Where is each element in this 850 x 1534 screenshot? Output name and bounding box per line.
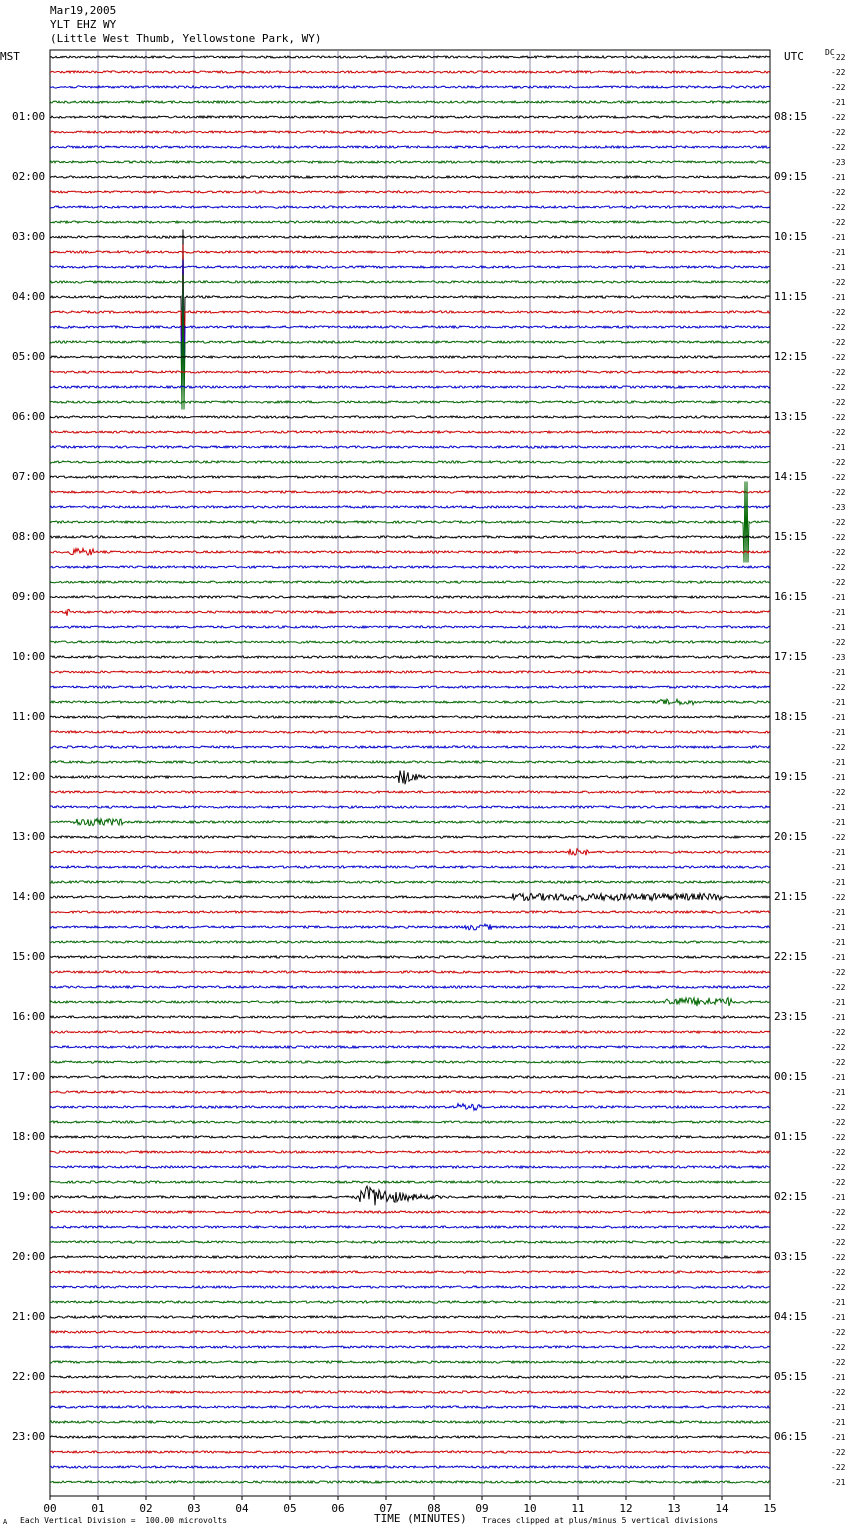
dc-offset-label: -21 bbox=[831, 1298, 846, 1307]
dc-offset-label: -22 bbox=[831, 1163, 846, 1172]
dc-offset-label: -22 bbox=[831, 1058, 846, 1067]
chart-date: Mar19,2005 bbox=[50, 4, 117, 17]
dc-offset-label: -21 bbox=[831, 98, 846, 107]
left-hour-label: 22:00 bbox=[12, 1370, 46, 1383]
corner-mark: A bbox=[3, 1518, 8, 1526]
right-hour-label: 17:15 bbox=[774, 650, 808, 663]
seismic-trace bbox=[50, 731, 770, 733]
seismic-trace bbox=[50, 1104, 770, 1111]
dc-offset-label: -22 bbox=[831, 128, 846, 137]
left-hour-label: 20:00 bbox=[12, 1250, 46, 1263]
seismic-trace bbox=[50, 176, 770, 178]
left-hour-label: 01:00 bbox=[12, 110, 46, 123]
dc-offset-label: -22 bbox=[831, 1253, 846, 1262]
dc-offset-label: -22 bbox=[831, 578, 846, 587]
seismic-trace bbox=[50, 101, 770, 103]
left-hour-label: 05:00 bbox=[12, 350, 46, 363]
left-hour-label: 02:00 bbox=[12, 170, 46, 183]
right-hour-label: 18:15 bbox=[774, 710, 808, 723]
seismic-trace bbox=[50, 245, 770, 380]
left-hour-label: 08:00 bbox=[12, 530, 46, 543]
seismic-trace bbox=[50, 431, 770, 433]
dc-offset-label: -22 bbox=[831, 563, 846, 572]
left-hour-label: 16:00 bbox=[12, 1010, 46, 1023]
dc-offset-label: -21 bbox=[831, 998, 846, 1007]
dc-offset-label: -21 bbox=[831, 173, 846, 182]
seismic-trace bbox=[50, 1361, 770, 1363]
seismic-trace bbox=[50, 401, 770, 403]
dc-offset-label: -22 bbox=[831, 983, 846, 992]
seismic-trace bbox=[50, 1436, 770, 1438]
seismic-trace bbox=[50, 911, 770, 913]
seismic-trace bbox=[50, 998, 770, 1007]
seismic-trace bbox=[50, 1346, 770, 1348]
dc-offset-label: -21 bbox=[831, 293, 846, 302]
seismic-trace bbox=[50, 1481, 770, 1483]
dc-offset-label: -22 bbox=[831, 1208, 846, 1217]
right-hour-label: 10:15 bbox=[774, 230, 808, 243]
seismic-trace bbox=[50, 371, 770, 373]
dc-offset-label: -23 bbox=[831, 503, 846, 512]
seismic-trace bbox=[50, 746, 770, 748]
x-tick-label: 00 bbox=[43, 1502, 57, 1515]
dc-offset-label: -22 bbox=[831, 278, 846, 287]
seismic-trace bbox=[50, 131, 770, 133]
seismic-trace bbox=[50, 1406, 770, 1408]
left-hour-label: 14:00 bbox=[12, 890, 46, 903]
dc-offset-label: -21 bbox=[831, 608, 846, 617]
x-tick-label: 12 bbox=[619, 1502, 633, 1515]
seismic-trace bbox=[50, 1151, 770, 1153]
dc-offset-label: -22 bbox=[831, 1118, 846, 1127]
dc-offset-label: -21 bbox=[831, 923, 846, 932]
seismic-trace bbox=[50, 716, 770, 718]
dc-offset-label: -22 bbox=[831, 1268, 846, 1277]
x-tick-label: 11 bbox=[571, 1502, 585, 1515]
x-tick-label: 04 bbox=[235, 1502, 249, 1515]
right-hour-label: 14:15 bbox=[774, 470, 808, 483]
seismic-trace bbox=[50, 1186, 770, 1205]
right-hour-label: 05:15 bbox=[774, 1370, 808, 1383]
dc-offset-label: -22 bbox=[831, 308, 846, 317]
dc-offset-label: -22 bbox=[831, 743, 846, 752]
seismic-trace bbox=[50, 1391, 770, 1393]
x-tick-label: 10 bbox=[523, 1502, 537, 1515]
dc-offset-label: -22 bbox=[831, 788, 846, 797]
dc-offset-label: -21 bbox=[831, 1193, 846, 1202]
right-hour-label: 16:15 bbox=[774, 590, 808, 603]
dc-offset-label: -21 bbox=[831, 878, 846, 887]
dc-offset-label: -21 bbox=[831, 233, 846, 242]
right-timezone-label: UTC bbox=[784, 50, 804, 63]
seismic-trace bbox=[50, 1136, 770, 1138]
dc-offset-label: -22 bbox=[831, 428, 846, 437]
seismic-trace bbox=[50, 1076, 770, 1078]
left-hour-label: 17:00 bbox=[12, 1070, 46, 1083]
right-hour-label: 04:15 bbox=[774, 1310, 808, 1323]
seismic-trace bbox=[50, 191, 770, 193]
dc-offset-label: -22 bbox=[831, 1463, 846, 1472]
station-id: YLT EHZ WY bbox=[50, 18, 117, 31]
seismic-trace bbox=[50, 566, 770, 568]
left-hour-label: 07:00 bbox=[12, 470, 46, 483]
seismic-trace bbox=[50, 986, 770, 988]
dc-offset-label: -22 bbox=[831, 143, 846, 152]
dc-offset-label: -21 bbox=[831, 728, 846, 737]
seismic-trace bbox=[50, 1451, 770, 1453]
dc-offset-label: -22 bbox=[831, 218, 846, 227]
seismic-trace bbox=[50, 836, 770, 838]
right-hour-label: 22:15 bbox=[774, 950, 808, 963]
seismic-trace bbox=[50, 881, 770, 883]
seismic-trace bbox=[50, 1046, 770, 1048]
dc-offset-label: -21 bbox=[831, 713, 846, 722]
left-hour-label: 09:00 bbox=[12, 590, 46, 603]
seismic-trace bbox=[50, 281, 770, 283]
dc-offset-label: -22 bbox=[831, 1328, 846, 1337]
dc-offset-label: -21 bbox=[831, 803, 846, 812]
dc-offset-label: -21 bbox=[831, 1373, 846, 1382]
seismic-trace bbox=[50, 671, 770, 673]
dc-offset-label: -22 bbox=[831, 473, 846, 482]
x-tick-label: 14 bbox=[715, 1502, 729, 1515]
x-axis-label: TIME (MINUTES) bbox=[374, 1512, 467, 1525]
station-location: (Little West Thumb, Yellowstone Park, WY) bbox=[50, 32, 322, 45]
right-hour-label: 15:15 bbox=[774, 530, 808, 543]
seismic-trace bbox=[50, 476, 770, 478]
dc-offset-label: -22 bbox=[831, 833, 846, 842]
seismic-trace bbox=[50, 1256, 770, 1258]
seismic-trace bbox=[50, 236, 770, 238]
dc-offset-label: -22 bbox=[831, 113, 846, 122]
seismic-trace bbox=[50, 1016, 770, 1018]
seismic-trace bbox=[50, 116, 770, 118]
dc-offset-label: -21 bbox=[831, 758, 846, 767]
seismic-trace bbox=[50, 699, 770, 705]
seismic-trace bbox=[50, 686, 770, 688]
seismic-trace bbox=[50, 1121, 770, 1123]
dc-offset-label: -22 bbox=[831, 968, 846, 977]
seismic-trace bbox=[50, 791, 770, 793]
left-hour-label: 21:00 bbox=[12, 1310, 46, 1323]
left-hour-label: 04:00 bbox=[12, 290, 46, 303]
dc-offset-label: -22 bbox=[831, 1358, 846, 1367]
seismic-trace bbox=[50, 1091, 770, 1093]
left-hour-label: 10:00 bbox=[12, 650, 46, 663]
right-hour-label: 13:15 bbox=[774, 410, 808, 423]
seismic-trace bbox=[50, 446, 770, 448]
dc-offset-label: -22 bbox=[831, 323, 846, 332]
dc-offset-label: -21 bbox=[831, 1313, 846, 1322]
seismic-trace bbox=[50, 260, 770, 395]
dc-offset-label: -22 bbox=[831, 188, 846, 197]
dc-offset-label: -22 bbox=[831, 413, 846, 422]
dc-offset-label: -21 bbox=[831, 443, 846, 452]
seismic-trace bbox=[50, 1376, 770, 1378]
dc-offset-label: -21 bbox=[831, 773, 846, 782]
dc-offset-label: -22 bbox=[831, 383, 846, 392]
seismic-trace bbox=[50, 941, 770, 943]
dc-offset-label: -22 bbox=[831, 638, 846, 647]
seismic-trace bbox=[50, 1211, 770, 1213]
dc-offset-label: -22 bbox=[831, 1223, 846, 1232]
right-hour-label: 11:15 bbox=[774, 290, 808, 303]
scale-note: Each Vertical Division = 100.00 microvolts bbox=[20, 1516, 228, 1525]
seismic-trace bbox=[50, 596, 770, 598]
left-hour-label: 23:00 bbox=[12, 1430, 46, 1443]
left-hour-label: 19:00 bbox=[12, 1190, 46, 1203]
dc-offset-label: -23 bbox=[831, 158, 846, 167]
dc-offset-label: -22 bbox=[831, 1148, 846, 1157]
right-hour-label: 02:15 bbox=[774, 1190, 808, 1203]
dc-offset-label: -21 bbox=[831, 818, 846, 827]
dc-offset-label: -22 bbox=[831, 368, 846, 377]
seismic-trace bbox=[50, 266, 770, 268]
seismic-trace bbox=[50, 1301, 770, 1303]
seismic-trace bbox=[50, 71, 770, 73]
dc-offset-label: -21 bbox=[831, 1013, 846, 1022]
x-tick-label: 03 bbox=[187, 1502, 201, 1515]
dc-offset-label: -22 bbox=[831, 533, 846, 542]
dc-offset-label: -22 bbox=[831, 1238, 846, 1247]
seismic-trace bbox=[50, 1331, 770, 1333]
dc-offset-label: -22 bbox=[831, 488, 846, 497]
dc-offset-label: -22 bbox=[831, 1388, 846, 1397]
seismic-trace bbox=[50, 626, 770, 628]
x-tick-label: 05 bbox=[283, 1502, 297, 1515]
dc-offset-label: -21 bbox=[831, 938, 846, 947]
seismic-trace bbox=[50, 819, 770, 826]
dc-offset-label: -22 bbox=[831, 1133, 846, 1142]
trace-group bbox=[50, 56, 770, 1483]
right-hour-label: 12:15 bbox=[774, 350, 808, 363]
dc-offset-label: -21 bbox=[831, 248, 846, 257]
dc-offset-label: -22 bbox=[831, 548, 846, 557]
seismic-trace bbox=[50, 275, 770, 410]
seismic-trace bbox=[50, 1061, 770, 1063]
seismic-trace bbox=[50, 536, 770, 538]
dc-offset-label: -22 bbox=[831, 458, 846, 467]
x-tick-label: 15 bbox=[763, 1502, 777, 1515]
x-tick-label: 06 bbox=[331, 1502, 345, 1515]
dc-offset-label: -21 bbox=[831, 1073, 846, 1082]
seismic-trace bbox=[50, 230, 770, 365]
dc-offset-label: -22 bbox=[831, 398, 846, 407]
dc-offset-label: -21 bbox=[831, 1418, 846, 1427]
seismic-trace bbox=[50, 1421, 770, 1423]
seismic-trace bbox=[50, 956, 770, 958]
x-tick-label: 01 bbox=[91, 1502, 105, 1515]
dc-offset-label: -21 bbox=[831, 668, 846, 677]
seismic-trace bbox=[50, 221, 770, 223]
seismic-trace bbox=[50, 924, 770, 930]
seismic-trace bbox=[50, 893, 770, 900]
dc-offset-label: -22 bbox=[831, 1283, 846, 1292]
left-hour-label: 06:00 bbox=[12, 410, 46, 423]
seismic-trace bbox=[50, 1286, 770, 1288]
left-hour-label: 15:00 bbox=[12, 950, 46, 963]
dc-label: DC bbox=[825, 48, 835, 57]
seismic-trace bbox=[50, 1166, 770, 1168]
dc-offset-label: -21 bbox=[831, 1403, 846, 1412]
dc-offset-label: -21 bbox=[831, 1088, 846, 1097]
seismic-trace bbox=[50, 609, 770, 615]
dc-offset-label: -22 bbox=[831, 203, 846, 212]
left-hour-label: 18:00 bbox=[12, 1130, 46, 1143]
seismic-trace bbox=[50, 506, 770, 508]
seismic-trace bbox=[50, 549, 770, 556]
seismic-trace bbox=[50, 146, 770, 148]
dc-offset-label: -22 bbox=[831, 893, 846, 902]
right-hour-label: 09:15 bbox=[774, 170, 808, 183]
dc-offset-label: -22 bbox=[831, 1028, 846, 1037]
seismic-trace bbox=[50, 461, 770, 463]
seismic-trace bbox=[50, 206, 770, 208]
dc-offset-label: -22 bbox=[831, 518, 846, 527]
seismic-trace bbox=[50, 656, 770, 658]
seismic-trace bbox=[50, 1316, 770, 1318]
seismic-trace bbox=[50, 161, 770, 163]
left-hour-label: 03:00 bbox=[12, 230, 46, 243]
right-hour-label: 21:15 bbox=[774, 890, 808, 903]
right-hour-label: 19:15 bbox=[774, 770, 808, 783]
seismic-trace bbox=[50, 1181, 770, 1183]
x-tick-label: 13 bbox=[667, 1502, 681, 1515]
seismic-trace bbox=[50, 491, 770, 493]
dc-offset-label: -21 bbox=[831, 848, 846, 857]
seismic-trace bbox=[50, 1241, 770, 1243]
x-tick-label: 07 bbox=[379, 1502, 393, 1515]
seismic-trace bbox=[50, 1466, 770, 1468]
dc-offset-label: -21 bbox=[831, 863, 846, 872]
seismic-trace bbox=[50, 866, 770, 868]
seismic-trace bbox=[50, 251, 770, 253]
right-hour-label: 00:15 bbox=[774, 1070, 808, 1083]
seismic-trace bbox=[50, 482, 770, 563]
seismic-trace bbox=[50, 1031, 770, 1033]
dc-offset-label: -22 bbox=[831, 68, 846, 77]
dc-offset-label: -21 bbox=[831, 908, 846, 917]
dc-offset-label: -22 bbox=[831, 1343, 846, 1352]
dc-offset-label: -22 bbox=[831, 1178, 846, 1187]
seismic-trace bbox=[50, 641, 770, 643]
right-hour-label: 23:15 bbox=[774, 1010, 808, 1023]
dc-offset-label: -22 bbox=[831, 1103, 846, 1112]
dc-offset-label: -22 bbox=[831, 338, 846, 347]
dc-offset-label: -21 bbox=[831, 593, 846, 602]
seismic-trace bbox=[50, 1271, 770, 1273]
seismic-trace bbox=[50, 806, 770, 808]
dc-offset-label: -21 bbox=[831, 1433, 846, 1442]
seismic-trace bbox=[50, 1226, 770, 1228]
right-hour-label: 20:15 bbox=[774, 830, 808, 843]
dc-offset-label: -21 bbox=[831, 953, 846, 962]
dc-offset-label: -23 bbox=[831, 653, 846, 662]
seismic-trace bbox=[50, 356, 770, 358]
dc-offset-label: -21 bbox=[831, 263, 846, 272]
seismic-trace bbox=[50, 386, 770, 388]
left-hour-label: 13:00 bbox=[12, 830, 46, 843]
left-hour-label: 12:00 bbox=[12, 770, 46, 783]
dc-offset-label: -21 bbox=[831, 1478, 846, 1487]
dc-offset-label: -22 bbox=[831, 1448, 846, 1457]
seismic-trace bbox=[50, 581, 770, 583]
seismic-trace bbox=[50, 761, 770, 763]
x-tick-label: 02 bbox=[139, 1502, 153, 1515]
x-tick-label: 08 bbox=[427, 1502, 441, 1515]
dc-offset-label: -21 bbox=[831, 698, 846, 707]
dc-offset-label: -22 bbox=[831, 1043, 846, 1052]
dc-offset-label: -21 bbox=[831, 623, 846, 632]
right-hour-label: 03:15 bbox=[774, 1250, 808, 1263]
right-hour-label: 01:15 bbox=[774, 1130, 808, 1143]
seismic-trace bbox=[50, 771, 770, 785]
seismic-trace bbox=[50, 86, 770, 88]
dc-offset-label: -22 bbox=[831, 353, 846, 362]
seismic-trace bbox=[50, 416, 770, 418]
dc-offset-label: -22 bbox=[831, 53, 846, 62]
seismic-trace bbox=[50, 849, 770, 855]
right-hour-label: 06:15 bbox=[774, 1430, 808, 1443]
clip-note: Traces clipped at plus/minus 5 vertical divisions bbox=[482, 1516, 719, 1525]
dc-offset-label: -22 bbox=[831, 683, 846, 692]
right-hour-label: 08:15 bbox=[774, 110, 808, 123]
left-hour-label: 11:00 bbox=[12, 710, 46, 723]
dc-offset-label: -22 bbox=[831, 83, 846, 92]
x-tick-label: 09 bbox=[475, 1502, 489, 1515]
seismic-trace bbox=[50, 971, 770, 973]
seismic-trace bbox=[50, 56, 770, 58]
left-timezone-label: MST bbox=[0, 50, 20, 63]
